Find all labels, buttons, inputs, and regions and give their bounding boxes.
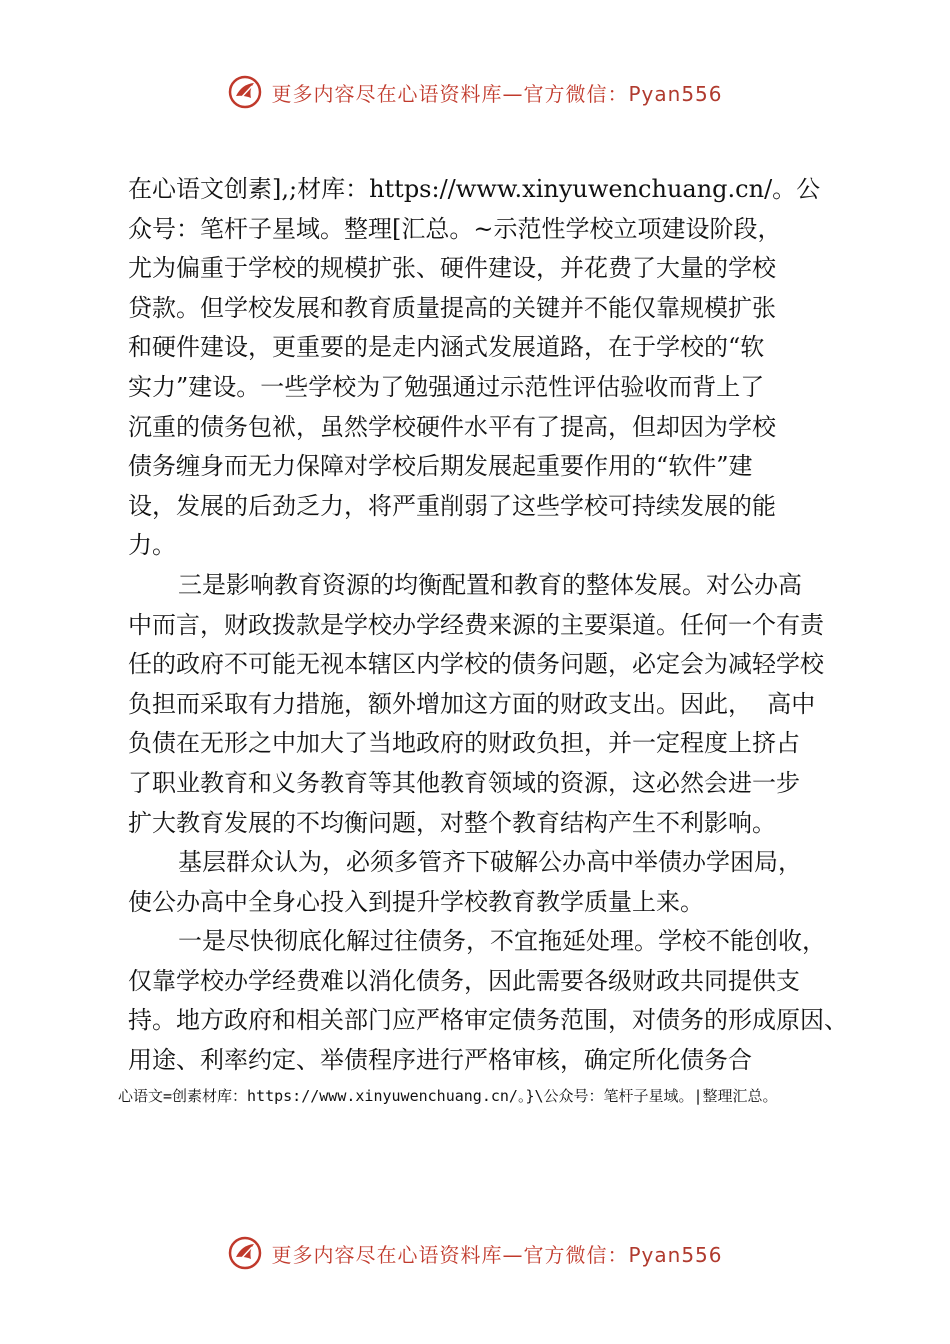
text-line: 沉重的债务包袱，虽然学校硬件水平有了提高，但却因为学校 <box>128 412 776 441</box>
text-line: 力。 <box>128 531 176 560</box>
document-body <box>128 170 848 1081</box>
paragraph-start: 一是尽快彻底化解过往债务，不宜拖延处理。学校不能创收， <box>178 927 826 956</box>
text-line: 使公办高中全身心投入到提升学校教育教学质量上来。 <box>128 887 704 916</box>
text-line: 尤为偏重于学校的规模扩张、硬件建设，并花费了大量的学校 <box>128 254 776 283</box>
text-line: 贷款。但学校发展和教育质量提高的关键并不能仅靠规模扩张 <box>128 293 776 322</box>
brand-logo-icon <box>227 74 263 110</box>
text-line: 实力”建设。一些学校为了勉强通过示范性评估验收而背上了 <box>128 372 765 401</box>
text-line: 中而言，财政拨款是学校办学经费来源的主要渠道。任何一个有责 <box>128 610 824 639</box>
paragraph-start: 基层群众认为，必须多管齐下破解公办高中举债办学困局， <box>178 848 802 877</box>
wechat-id: Pyan556 <box>628 1242 723 1267</box>
brand-logo-icon <box>227 1235 263 1271</box>
text-line: 负债在无形之中加大了当地政府的财政负担，并一定程度上挤占 <box>128 729 800 758</box>
header-banner-text: 更多内容尽在心语资料库—官方微信：Pyan556 <box>271 81 723 106</box>
footer-banner-text: 更多内容尽在心语资料库—官方微信：Pyan556 <box>271 1242 723 1267</box>
wechat-id: Pyan556 <box>628 81 723 106</box>
text-line: 了职业教育和义务教育等其他教育领域的资源，这必然会进一步 <box>128 768 800 797</box>
text-line: 任的政府不可能无视本辖区内学校的债务问题，必定会为减轻学校 <box>128 650 824 679</box>
source-footnote: 心语文=创素材库：https://www.xinyuwenchuang.cn/。}\公众号：笔杆子星域。|整理汇总。 <box>118 1087 778 1105</box>
text-line: 用途、利率约定、举债程序进行严格审核，确定所化债务合 <box>128 1046 752 1075</box>
text-line: 众号：笔杆子星域。整理[汇总。~示范性学校立项建设阶段， <box>128 214 782 243</box>
text-line: 扩大教育发展的不均衡问题，对整个教育结构产生不利影响。 <box>128 808 776 837</box>
paragraph-start: 三是影响教育资源的均衡配置和教育的整体发展。对公办高 <box>178 570 802 599</box>
text-line: 和硬件建设，更重要的是走内涵式发展道路，在于学校的“软 <box>128 333 765 362</box>
text-line: 持。地方政府和相关部门应严格审定债务范围，对债务的形成原因、 <box>128 1006 848 1035</box>
text-line: 债务缠身而无力保障对学校后期发展起重要作用的“软件”建 <box>128 452 753 481</box>
text-line: 在心语文创素],;材库：https://www.xinyuwenchuang.cn/。公 <box>128 175 821 203</box>
text-line: 负担而采取有力措施，额外增加这方面的财政支出。因此， 高中 <box>128 689 816 718</box>
text-line: 仅靠学校办学经费难以消化债务，因此需要各级财政共同提供支 <box>128 966 800 995</box>
footer-banner <box>0 1231 950 1275</box>
header-banner <box>0 70 950 114</box>
text-line: 设，发展的后劲乏力，将严重削弱了这些学校可持续发展的能 <box>128 491 776 520</box>
